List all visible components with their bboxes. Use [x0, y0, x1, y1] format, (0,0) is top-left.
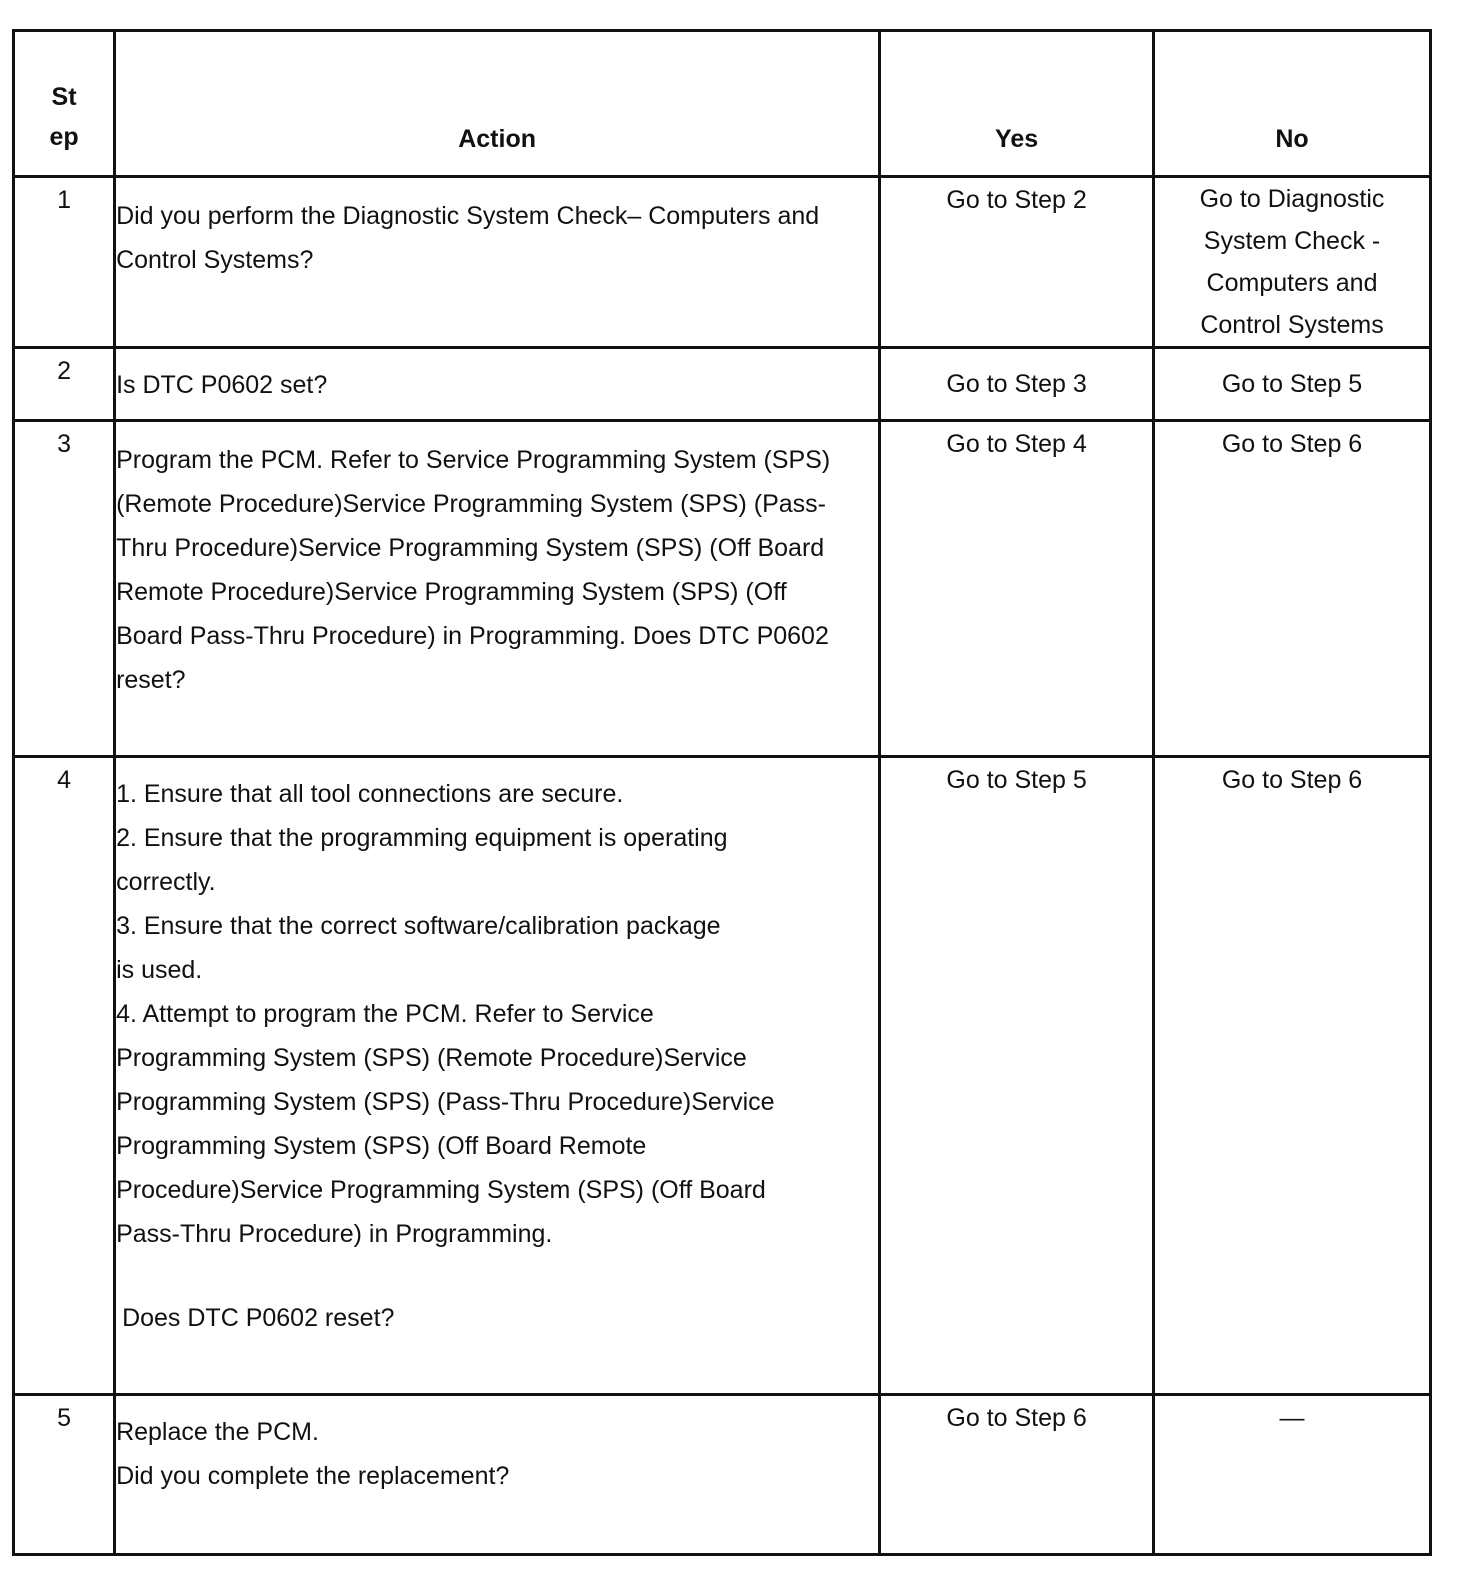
yes-cell: Go to Step 5 [880, 757, 1154, 1395]
no-cell: Go to Step 6 [1154, 421, 1431, 757]
action-cell [115, 757, 880, 1395]
table-row [14, 421, 1431, 757]
table-row [14, 177, 1431, 348]
header-yes: Yes [880, 31, 1154, 177]
action-cell [115, 177, 880, 348]
yes-cell: Go to Step 4 [880, 421, 1154, 757]
action-question: Does DTC P0602 reset? [122, 1304, 395, 1332]
action-list-item: 2. Ensure that the programming equipment is operating correctly. [116, 824, 728, 896]
action-text: Is DTC P0602 set? [116, 371, 328, 399]
action-text: Did you complete the replacement? [116, 1462, 510, 1490]
no-cell: Go to Step 6 [1154, 757, 1431, 1395]
header-step [14, 31, 115, 177]
step-number: 2 [14, 348, 115, 421]
table-row [14, 757, 1431, 1395]
action-list-item: 1. Ensure that all tool connections are secure. [116, 780, 624, 808]
header-no: No [1154, 31, 1431, 177]
no-cell: — [1154, 1395, 1431, 1555]
header-step-label: St ep [49, 83, 79, 151]
table-row [14, 1395, 1431, 1555]
yes-cell: Go to Step 3 [880, 348, 1154, 421]
step-number: 5 [14, 1395, 115, 1555]
action-text: Did you perform the Diagnostic System Check– Computers and Control Systems? [116, 202, 820, 274]
header-action: Action [115, 31, 880, 177]
step-number: 4 [14, 757, 115, 1395]
header-row [14, 31, 1431, 177]
step-number: 3 [14, 421, 115, 757]
yes-cell: Go to Step 2 [880, 177, 1154, 348]
spacer [116, 1256, 878, 1296]
yes-cell: Go to Step 6 [880, 1395, 1154, 1555]
action-text: Program the PCM. Refer to Service Programming System (SPS) (Remote Procedure)Service Programming System (SPS) (Pass-Thru Procedure)Service Programming System (SPS) (Off Board Remote Procedure)Service Programming System (SPS) (Off Board Pass-Thru Procedure) in Programming. Does DTC P0602 reset? [116, 446, 831, 694]
action-text: Replace the PCM. [116, 1418, 319, 1446]
action-cell [115, 1395, 880, 1555]
diagnostic-table [12, 29, 1432, 1556]
no-cell: Go to Diagnostic System Check - Computers and Control Systems [1154, 177, 1431, 348]
action-list-item: 4. Attempt to program the PCM. Refer to Service Programming System (SPS) (Remote Procedure)Service Programming System (SPS) (Pass-Thru Procedure)Service Programming System (SPS) (Off Board Remote Procedure)Service Programming System (SPS) (Off Board Pass-Thru Procedure) in Programming. [116, 1000, 775, 1248]
table-row [14, 348, 1431, 421]
action-list-item: 3. Ensure that the correct software/calibration package is used. [116, 912, 721, 984]
step-number: 1 [14, 177, 115, 348]
no-cell: Go to Step 5 [1154, 348, 1431, 421]
action-cell [115, 421, 880, 757]
action-cell [115, 348, 880, 421]
